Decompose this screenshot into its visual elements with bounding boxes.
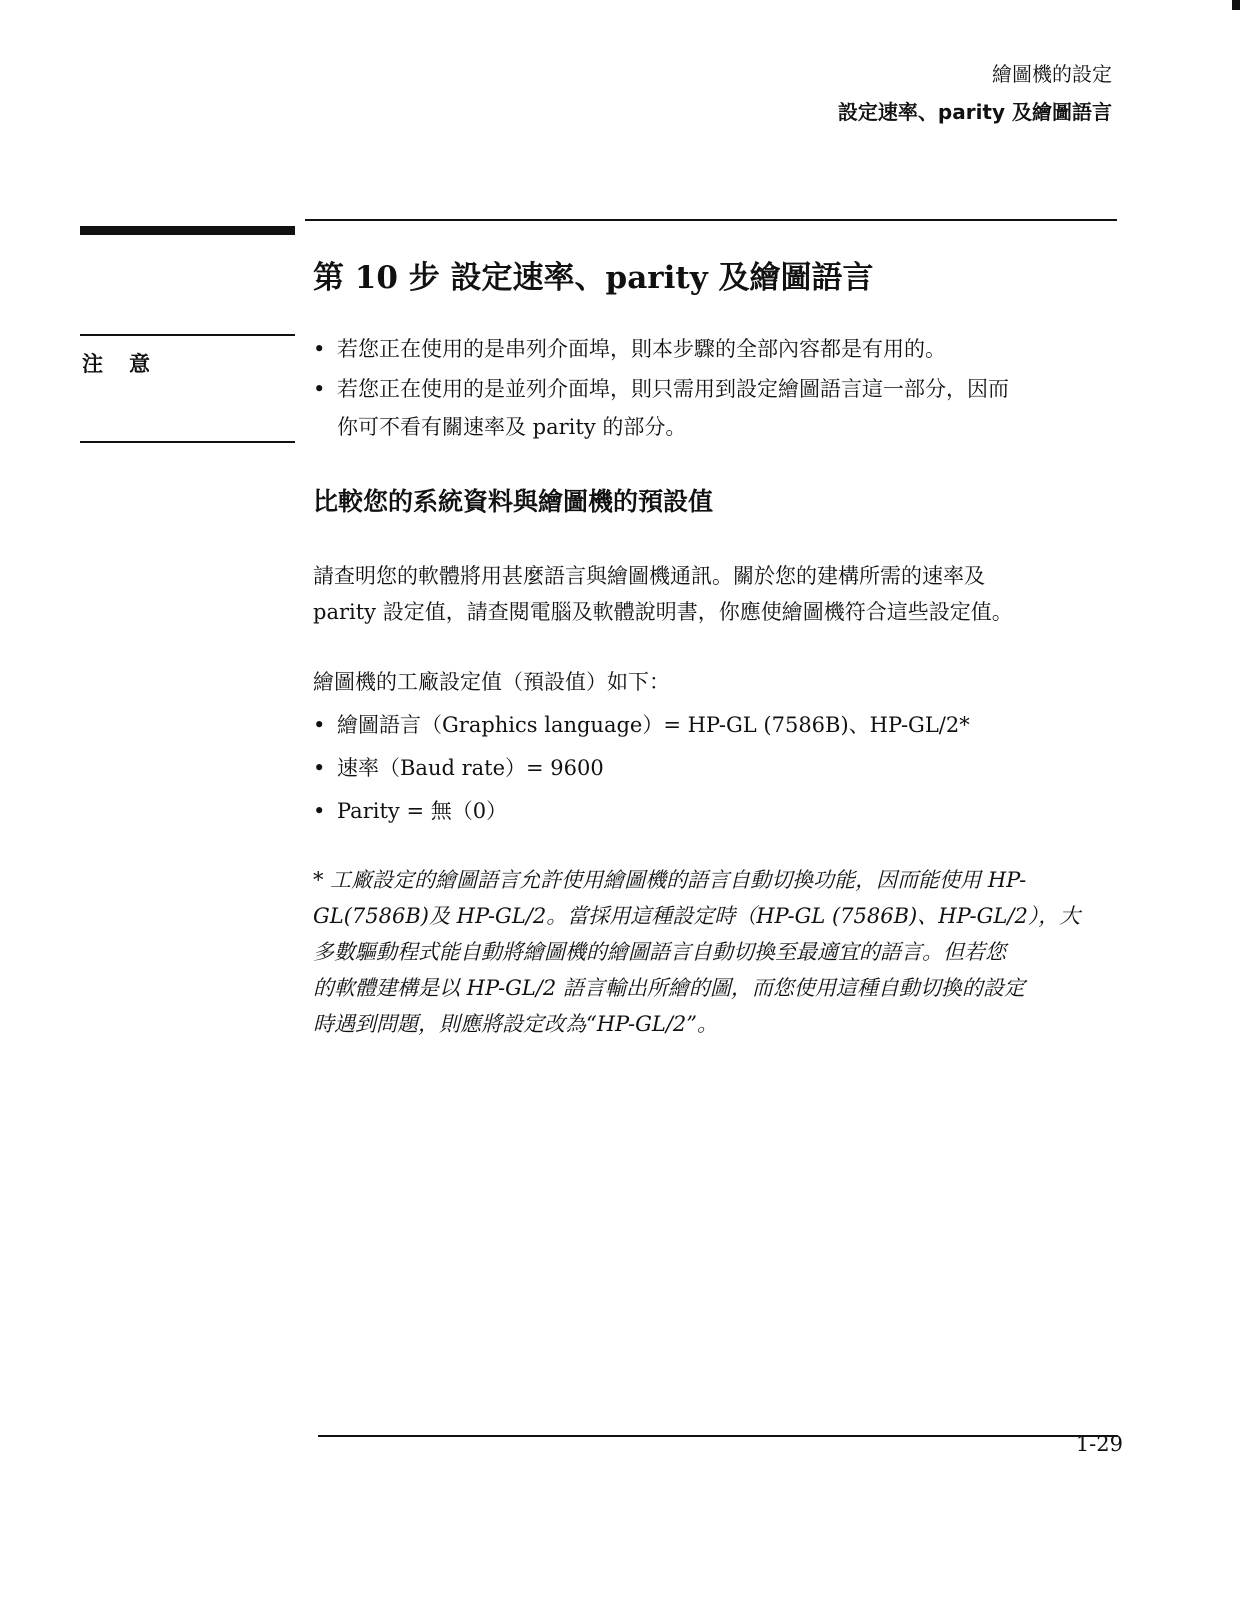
- footnote-line: 多數驅動程式能自動將繪圖機的繪圖語言自動切換至最適宜的語言。但若您: [313, 940, 1006, 964]
- note-item-continuation: 你可不看有關速率及 parity 的部分。: [337, 415, 687, 439]
- section-heading: 比較您的系統資料與繪圖機的預設值: [313, 487, 714, 516]
- bullet-icon: •: [313, 756, 326, 780]
- footnote-line: GL(7586B)及 HP-GL/2。當採用這種設定時（HP-GL (7586B)、HP-GL/2），大: [313, 904, 1081, 928]
- step-title: 第 10 步 設定速率、parity 及繪圖語言: [313, 260, 874, 296]
- paragraph-line: 請查明您的軟體將用甚麼語言與繪圖機通訊。關於您的建構所需的速率及: [313, 564, 985, 588]
- note-item: • 若您正在使用的是並列介面埠，則只需用到設定繪圖語言這一部分，因而: [313, 368, 1009, 411]
- section-bar: [80, 226, 295, 235]
- bullet-icon: •: [313, 337, 326, 361]
- running-header-section: 繪圖機的設定: [992, 62, 1112, 86]
- default-item: • Parity = 無（0）: [313, 790, 507, 833]
- default-item: • 速率（Baud rate）= 9600: [313, 747, 604, 790]
- defaults-intro: 繪圖機的工廠設定值（預設值）如下：: [313, 670, 670, 694]
- page-corner-mark: [1232, 0, 1240, 10]
- note-label: 注意: [82, 352, 176, 376]
- bullet-icon: •: [313, 713, 326, 737]
- footer-rule: [318, 1435, 1118, 1437]
- section-rule: [305, 219, 1117, 221]
- bullet-icon: •: [313, 377, 326, 401]
- default-item: • 繪圖語言（Graphics language）= HP-GL (7586B)、HP-GL/2*: [313, 704, 970, 747]
- footnote-line: 的軟體建構是以 HP-GL/2 語言輸出所繪的圖，而您使用這種自動切換的設定: [313, 976, 1025, 1000]
- running-header-subsection: 設定速率、parity 及繪圖語言: [837, 100, 1112, 124]
- footnote-line: 時遇到問題，則應將設定改為“HP-GL/2”。: [313, 1012, 719, 1036]
- page-number: 1-29: [1075, 1432, 1123, 1456]
- note-rule-bottom: [80, 441, 295, 443]
- paragraph-line: parity 設定值，請查閱電腦及軟體說明書，你應使繪圖機符合這些設定值。: [313, 600, 1013, 624]
- note-rule-top: [80, 334, 295, 336]
- bullet-icon: •: [313, 799, 326, 823]
- footnote-line: * 工廠設定的繪圖語言允許使用繪圖機的語言自動切換功能，因而能使用 HP-: [313, 868, 1027, 892]
- note-item: • 若您正在使用的是串列介面埠，則本步驟的全部內容都是有用的。: [313, 328, 946, 371]
